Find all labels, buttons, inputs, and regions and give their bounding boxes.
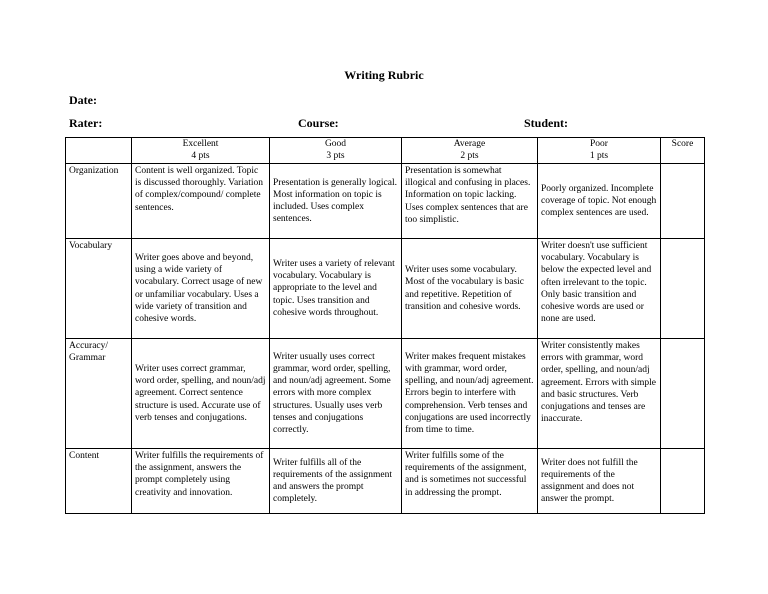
criteria-cell: Writer fulfills all of the requirements of the assignment and answers the prompt completely. bbox=[270, 449, 402, 514]
criteria-cell: Writer uses correct grammar, word order, spelling, and noun/adj agreement. Correct sentence structure is used. Accurate use of verb tenses and conjugations. bbox=[132, 339, 270, 449]
category-cell: Accuracy/ Grammar bbox=[66, 339, 132, 449]
criteria-cell: Writer does not fulfill the requirements of the assignment and does not answer the prompt. bbox=[538, 449, 661, 514]
category-cell: Organization bbox=[66, 164, 132, 239]
score-cell[interactable] bbox=[661, 164, 705, 239]
score-cell[interactable] bbox=[661, 339, 705, 449]
header-good bbox=[270, 138, 402, 164]
score-cell[interactable] bbox=[661, 449, 705, 514]
criteria-cell: Writer uses a variety of relevant vocabulary. Vocabulary is appropriate to the level and topic. Uses transition and cohesive words throughout. bbox=[270, 239, 402, 339]
header-name: Excellent bbox=[182, 139, 219, 149]
header-points: 2 pts bbox=[460, 150, 479, 161]
header-average bbox=[402, 138, 538, 164]
rater-label: Rater: bbox=[69, 116, 103, 130]
category-cell: Vocabulary bbox=[66, 239, 132, 339]
header-poor bbox=[538, 138, 661, 164]
header-name: Good bbox=[324, 139, 347, 149]
criteria-cell: Writer fulfills the requirements of the assignment, answers the prompt completely using creativity and innovation. bbox=[132, 449, 270, 514]
table-row bbox=[66, 449, 705, 514]
table-row bbox=[66, 339, 705, 449]
table-row bbox=[66, 239, 705, 339]
header-points: 3 pts bbox=[326, 150, 345, 161]
score-cell[interactable] bbox=[661, 239, 705, 339]
header-name: Average bbox=[453, 139, 486, 149]
header-points: 4 pts bbox=[191, 150, 210, 161]
header-name: Poor bbox=[590, 139, 608, 149]
criteria-cell: Content is well organized. Topic is discussed thoroughly. Variation of complex/compound/ complete sentences. bbox=[132, 164, 270, 239]
criteria-cell: Writer fulfills some of the requirements of the assignment, and is sometimes not successful in addressing the prompt. bbox=[402, 449, 538, 514]
header-score: Score bbox=[661, 138, 705, 164]
criteria-cell: Writer usually uses correct grammar, word order, spelling, and noun/adj agreement. Some errors with more complex structures. Usually uses verb tenses and conjugations correctly. bbox=[270, 339, 402, 449]
header-excellent bbox=[132, 138, 270, 164]
date-label: Date: bbox=[69, 93, 97, 107]
student-label: Student: bbox=[524, 116, 569, 130]
criteria-cell: Poorly organized. Incomplete coverage of topic. Not enough complex sentences are used. bbox=[538, 164, 661, 239]
course-label: Course: bbox=[298, 116, 339, 130]
header-row bbox=[66, 138, 705, 164]
criteria-cell: Writer makes frequent mistakes with grammar, word order, spelling, and noun/adj agreement. Errors begin to interfere with comprehension. Verb tenses and conjugations are used incorrectly from time to time. bbox=[402, 339, 538, 449]
criteria-cell: Presentation is somewhat illogical and confusing in places. Information on topic lacking. Uses complex sentences that are too simplistic. bbox=[402, 164, 538, 239]
category-cell: Content bbox=[66, 449, 132, 514]
table-row bbox=[66, 164, 705, 239]
document-title: Writing Rubric bbox=[344, 68, 424, 82]
header-points: 1 pts bbox=[589, 150, 609, 161]
rubric-table bbox=[65, 137, 705, 514]
criteria-cell: Presentation is generally logical. Most information on topic is included. Uses complex sentences. bbox=[270, 164, 402, 239]
criteria-cell: Writer doesn't use sufficient vocabulary. Vocabulary is below the expected level and often irrelevant to the topic. Only basic transition and cohesive words are used or none are used. bbox=[538, 239, 661, 339]
criteria-cell: Writer consistently makes errors with grammar, word order, spelling, and noun/adj agreement. Errors with simple and basic structures. Verb conjugations and tenses are inaccurate. bbox=[538, 339, 661, 449]
criteria-cell: Writer goes above and beyond, using a wide variety of vocabulary. Correct usage of new or unfamiliar vocabulary. Uses a wide variety of transition and cohesive words. bbox=[132, 239, 270, 339]
criteria-cell: Writer uses some vocabulary. Most of the vocabulary is basic and repetitive. Repetition of transition and cohesive words. bbox=[402, 239, 538, 339]
category-header-cell bbox=[66, 138, 132, 164]
